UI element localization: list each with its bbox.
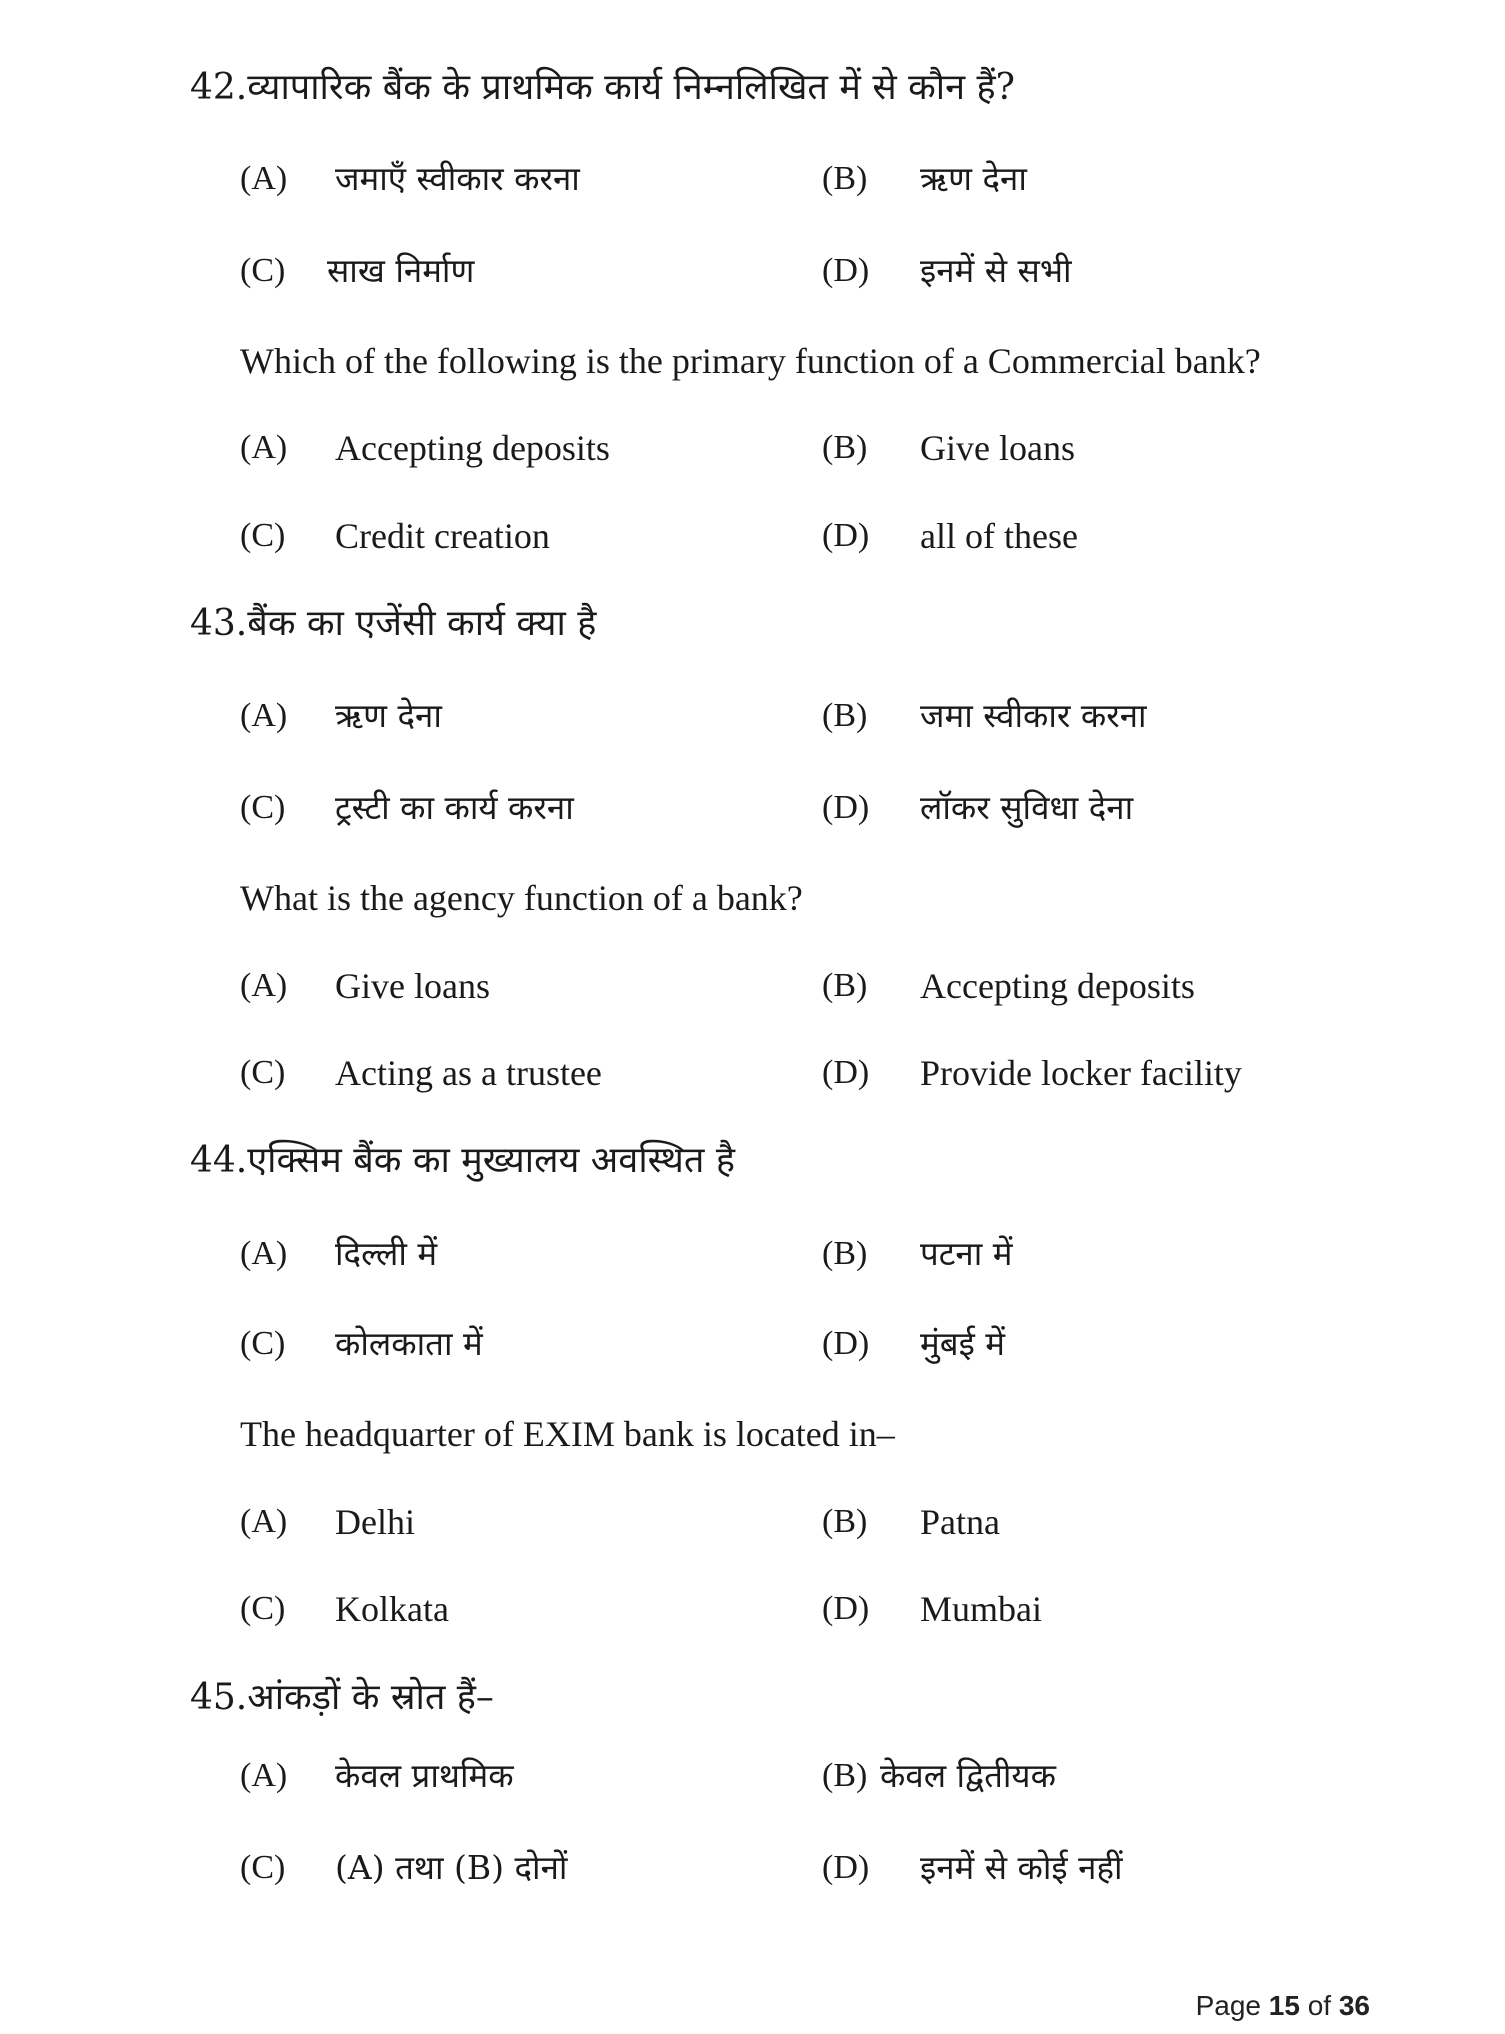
question-stem-hindi: 42.व्यापारिक बैंक के प्राथमिक कार्य निम्नलिखित में से कौन हैं? — [190, 67, 1015, 108]
option-letter: (C) — [240, 252, 286, 289]
option-letter: (C) — [240, 1849, 286, 1886]
question-number: 43. — [190, 603, 248, 644]
option-text: Delhi — [335, 1502, 415, 1542]
option-letter: (A) — [240, 1757, 288, 1794]
option-text: दिल्ली में — [335, 1234, 438, 1273]
page-label: Page — [1195, 1990, 1261, 2021]
option-text: इनमें से सभी — [920, 251, 1072, 290]
option-text: मुंबई में — [920, 1324, 1006, 1363]
option-row — [0, 1318, 1505, 1370]
option-text: Give loans — [335, 966, 490, 1006]
question-stem-english: Which of the following is the primary function of a Commercial bank? — [240, 341, 1261, 381]
option-letter: (A) — [240, 967, 288, 1004]
option-row — [0, 1750, 1505, 1802]
option-text: Mumbai — [920, 1589, 1042, 1629]
question-stem-hindi: 45.आंकड़ों के स्रोत हैं– — [190, 1677, 494, 1718]
question-stem-hindi: 44.एक्सिम बैंक का मुख्यालय अवस्थित है — [190, 1140, 736, 1181]
option-row — [0, 245, 1505, 297]
option-letter: (C) — [240, 517, 286, 554]
question-stem-hindi: 43.बैंक का एजेंसी कार्य क्या है — [190, 603, 597, 644]
option-letter: (D) — [822, 517, 870, 554]
option-text: इनमें से कोई नहीं — [920, 1848, 1123, 1887]
option-row — [0, 1047, 1505, 1099]
option-text: ट्रस्टी का कार्य करना — [335, 788, 574, 827]
question-number: 44. — [190, 1140, 248, 1181]
option-row — [0, 1496, 1505, 1548]
option-row — [0, 153, 1505, 205]
option-text: (A) तथा (B) दोनों — [335, 1848, 568, 1887]
option-letter: (D) — [822, 252, 870, 289]
option-row — [0, 1583, 1505, 1635]
option-text: केवल प्राथमिक — [335, 1756, 514, 1795]
option-text: Patna — [920, 1502, 1000, 1542]
option-letter: (D) — [822, 1054, 870, 1091]
option-letter: (A) — [240, 429, 288, 466]
option-text: ऋण देना — [335, 696, 442, 735]
option-row — [0, 960, 1505, 1012]
option-letter: (B) — [822, 697, 868, 734]
option-text: Acting as a trustee — [335, 1053, 602, 1093]
option-letter: (C) — [240, 1325, 286, 1362]
option-text: कोलकाता में — [335, 1324, 483, 1363]
option-text: पटना में — [920, 1234, 1013, 1273]
option-text: Kolkata — [335, 1589, 449, 1629]
option-text: all of these — [920, 516, 1078, 556]
option-letter: (C) — [240, 1054, 286, 1091]
option-text: लॉकर सुविधा देना — [920, 788, 1134, 827]
option-letter: (C) — [240, 789, 286, 826]
question-number: 45. — [190, 1677, 248, 1718]
option-letter: (B) — [822, 1235, 868, 1272]
option-text: Give loans — [920, 428, 1075, 468]
current-page-number: 15 — [1268, 1990, 1300, 2021]
option-row — [0, 510, 1505, 562]
option-letter: (A) — [240, 1235, 288, 1272]
of-label: of — [1307, 1990, 1332, 2021]
option-row — [0, 782, 1505, 834]
option-row — [0, 1228, 1505, 1280]
option-letter: (C) — [240, 1590, 286, 1627]
total-pages-number: 36 — [1338, 1990, 1370, 2021]
option-letter: (B) — [822, 967, 868, 1004]
option-letter: (B) — [822, 1757, 868, 1794]
question-stem-english: The headquarter of EXIM bank is located in– — [240, 1414, 895, 1454]
option-row — [0, 1842, 1505, 1894]
option-text: Provide locker facility — [920, 1053, 1242, 1093]
option-text: जमा स्वीकार करना — [920, 696, 1147, 735]
option-text: जमाएँ स्वीकार करना — [335, 159, 580, 198]
option-text: ऋण देना — [920, 159, 1027, 198]
question-number: 42. — [190, 67, 248, 108]
option-letter: (A) — [240, 1503, 288, 1540]
option-letter: (D) — [822, 1590, 870, 1627]
question-stem-english: What is the agency function of a bank? — [240, 878, 803, 918]
option-letter: (D) — [822, 1849, 870, 1886]
option-text: Credit creation — [335, 516, 550, 556]
option-row — [0, 422, 1505, 474]
option-text: केवल द्वितीयक — [880, 1756, 1056, 1795]
option-letter: (D) — [822, 1325, 870, 1362]
option-text: साख निर्माण — [327, 251, 475, 290]
option-text: Accepting deposits — [335, 428, 610, 468]
option-row — [0, 690, 1505, 742]
option-letter: (B) — [822, 1503, 868, 1540]
option-letter: (D) — [822, 789, 870, 826]
option-letter: (A) — [240, 160, 288, 197]
option-letter: (B) — [822, 160, 868, 197]
option-letter: (B) — [822, 429, 868, 466]
option-letter: (A) — [240, 697, 288, 734]
option-text: Accepting deposits — [920, 966, 1195, 1006]
page-footer — [1196, 1990, 1370, 2022]
